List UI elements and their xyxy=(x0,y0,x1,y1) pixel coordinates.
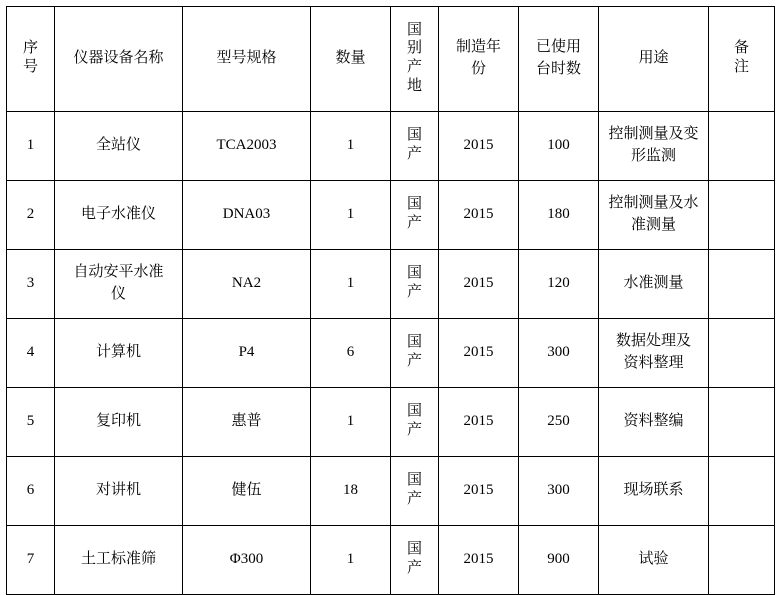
value-origin: 国产 xyxy=(406,334,422,369)
cell-seq xyxy=(7,112,55,181)
cell-origin xyxy=(391,526,439,595)
cell-model xyxy=(183,250,311,319)
header-cell-origin xyxy=(391,7,439,112)
cell-hours xyxy=(519,112,599,181)
cell-year xyxy=(439,388,519,457)
cell-name xyxy=(55,181,183,250)
value-use: 现场联系 xyxy=(623,482,684,499)
value-use: 控制测量及变形监测 xyxy=(608,126,699,164)
header-cell-qty xyxy=(311,7,391,112)
header-cell-year xyxy=(439,7,519,112)
equipment-table xyxy=(6,6,775,595)
cell-use xyxy=(599,181,709,250)
value-use: 控制测量及水准测量 xyxy=(608,195,699,233)
document-page xyxy=(0,6,780,591)
value-hours: 900 xyxy=(547,551,570,568)
cell-model xyxy=(183,526,311,595)
cell-origin xyxy=(391,250,439,319)
cell-name xyxy=(55,526,183,595)
cell-hours xyxy=(519,181,599,250)
cell-use xyxy=(599,112,709,181)
value-seq: 6 xyxy=(26,482,35,499)
header-label-name: 仪器设备名称 xyxy=(73,50,164,67)
value-year: 2015 xyxy=(463,344,494,361)
cell-seq xyxy=(7,319,55,388)
value-use: 水准测量 xyxy=(623,275,684,292)
table-row xyxy=(7,319,775,388)
header-cell-remark xyxy=(709,7,775,112)
cell-name xyxy=(55,112,183,181)
value-name: 复印机 xyxy=(95,413,141,430)
value-seq: 1 xyxy=(26,137,35,154)
cell-name xyxy=(55,250,183,319)
cell-seq xyxy=(7,457,55,526)
header-label-hours: 已使用台时数 xyxy=(535,39,581,77)
table-row xyxy=(7,112,775,181)
value-model: 惠普 xyxy=(231,413,262,430)
cell-origin xyxy=(391,319,439,388)
value-name: 对讲机 xyxy=(95,482,141,499)
value-model: 健伍 xyxy=(231,482,262,499)
value-origin: 国产 xyxy=(406,541,422,576)
header-label-model: 型号规格 xyxy=(216,50,277,67)
value-name: 电子水准仪 xyxy=(80,206,156,223)
cell-year xyxy=(439,457,519,526)
value-origin: 国产 xyxy=(406,196,422,231)
cell-name xyxy=(55,319,183,388)
cell-name xyxy=(55,457,183,526)
value-qty: 1 xyxy=(346,413,355,430)
value-use: 资料整编 xyxy=(623,413,684,430)
cell-remark xyxy=(709,250,775,319)
cell-qty xyxy=(311,250,391,319)
cell-qty xyxy=(311,457,391,526)
cell-use xyxy=(599,319,709,388)
value-name: 全站仪 xyxy=(95,137,141,154)
header-label-use: 用途 xyxy=(638,50,669,67)
header-cell-seq xyxy=(7,7,55,112)
cell-model xyxy=(183,319,311,388)
cell-year xyxy=(439,112,519,181)
value-qty: 1 xyxy=(346,551,355,568)
value-hours: 100 xyxy=(547,137,570,154)
table-header xyxy=(7,7,775,112)
cell-seq xyxy=(7,388,55,457)
value-origin: 国产 xyxy=(406,472,422,507)
table-row xyxy=(7,388,775,457)
value-seq: 7 xyxy=(26,551,35,568)
value-hours: 300 xyxy=(547,482,570,499)
value-model: Φ300 xyxy=(229,551,264,568)
value-seq: 2 xyxy=(26,206,35,223)
cell-hours xyxy=(519,319,599,388)
value-name: 计算机 xyxy=(95,344,141,361)
cell-use xyxy=(599,250,709,319)
cell-use xyxy=(599,388,709,457)
cell-origin xyxy=(391,181,439,250)
value-model: P4 xyxy=(238,344,255,361)
value-year: 2015 xyxy=(463,137,494,154)
cell-qty xyxy=(311,526,391,595)
cell-use xyxy=(599,526,709,595)
cell-seq xyxy=(7,526,55,595)
value-name: 土工标准筛 xyxy=(80,551,156,568)
header-label-seq: 序号 xyxy=(22,40,38,75)
table-row xyxy=(7,181,775,250)
value-year: 2015 xyxy=(463,206,494,223)
cell-remark xyxy=(709,388,775,457)
cell-remark xyxy=(709,112,775,181)
header-label-origin: 国别产地 xyxy=(406,21,422,94)
value-model: TCA2003 xyxy=(216,137,277,154)
header-cell-use xyxy=(599,7,709,112)
cell-remark xyxy=(709,181,775,250)
value-qty: 1 xyxy=(346,275,355,292)
value-use: 数据处理及资料整理 xyxy=(615,333,691,371)
value-seq: 5 xyxy=(26,413,35,430)
cell-remark xyxy=(709,319,775,388)
cell-qty xyxy=(311,112,391,181)
cell-qty xyxy=(311,181,391,250)
value-year: 2015 xyxy=(463,551,494,568)
value-seq: 4 xyxy=(26,344,35,361)
header-cell-hours xyxy=(519,7,599,112)
cell-model xyxy=(183,457,311,526)
table-row xyxy=(7,250,775,319)
cell-origin xyxy=(391,457,439,526)
cell-hours xyxy=(519,388,599,457)
cell-remark xyxy=(709,457,775,526)
value-year: 2015 xyxy=(463,413,494,430)
cell-hours xyxy=(519,250,599,319)
header-cell-name xyxy=(55,7,183,112)
cell-year xyxy=(439,250,519,319)
value-hours: 300 xyxy=(547,344,570,361)
value-qty: 6 xyxy=(346,344,355,361)
value-qty: 1 xyxy=(346,137,355,154)
cell-year xyxy=(439,526,519,595)
cell-model xyxy=(183,112,311,181)
header-label-remark: 备注 xyxy=(733,40,749,75)
table-row xyxy=(7,457,775,526)
value-qty: 18 xyxy=(343,482,358,499)
value-year: 2015 xyxy=(463,482,494,499)
header-label-year: 制造年份 xyxy=(455,39,501,77)
value-qty: 1 xyxy=(346,206,355,223)
header-cell-model xyxy=(183,7,311,112)
table-body xyxy=(7,112,775,595)
cell-qty xyxy=(311,388,391,457)
value-hours: 180 xyxy=(547,206,570,223)
value-use: 试验 xyxy=(638,551,669,568)
value-hours: 250 xyxy=(547,413,570,430)
cell-remark xyxy=(709,526,775,595)
table-row xyxy=(7,526,775,595)
cell-year xyxy=(439,181,519,250)
cell-model xyxy=(183,388,311,457)
value-year: 2015 xyxy=(463,275,494,292)
cell-seq xyxy=(7,181,55,250)
cell-use xyxy=(599,457,709,526)
cell-origin xyxy=(391,388,439,457)
value-origin: 国产 xyxy=(406,265,422,300)
value-seq: 3 xyxy=(26,275,35,292)
cell-model xyxy=(183,181,311,250)
cell-name xyxy=(55,388,183,457)
value-model: NA2 xyxy=(231,275,262,292)
cell-year xyxy=(439,319,519,388)
cell-seq xyxy=(7,250,55,319)
cell-qty xyxy=(311,319,391,388)
cell-origin xyxy=(391,112,439,181)
value-origin: 国产 xyxy=(406,127,422,162)
value-name: 自动安平水准仪 xyxy=(73,264,164,302)
cell-hours xyxy=(519,457,599,526)
value-hours: 120 xyxy=(547,275,570,292)
header-label-qty: 数量 xyxy=(335,50,366,67)
value-model: DNA03 xyxy=(222,206,271,223)
value-origin: 国产 xyxy=(406,403,422,438)
header-row xyxy=(7,7,775,112)
cell-hours xyxy=(519,526,599,595)
